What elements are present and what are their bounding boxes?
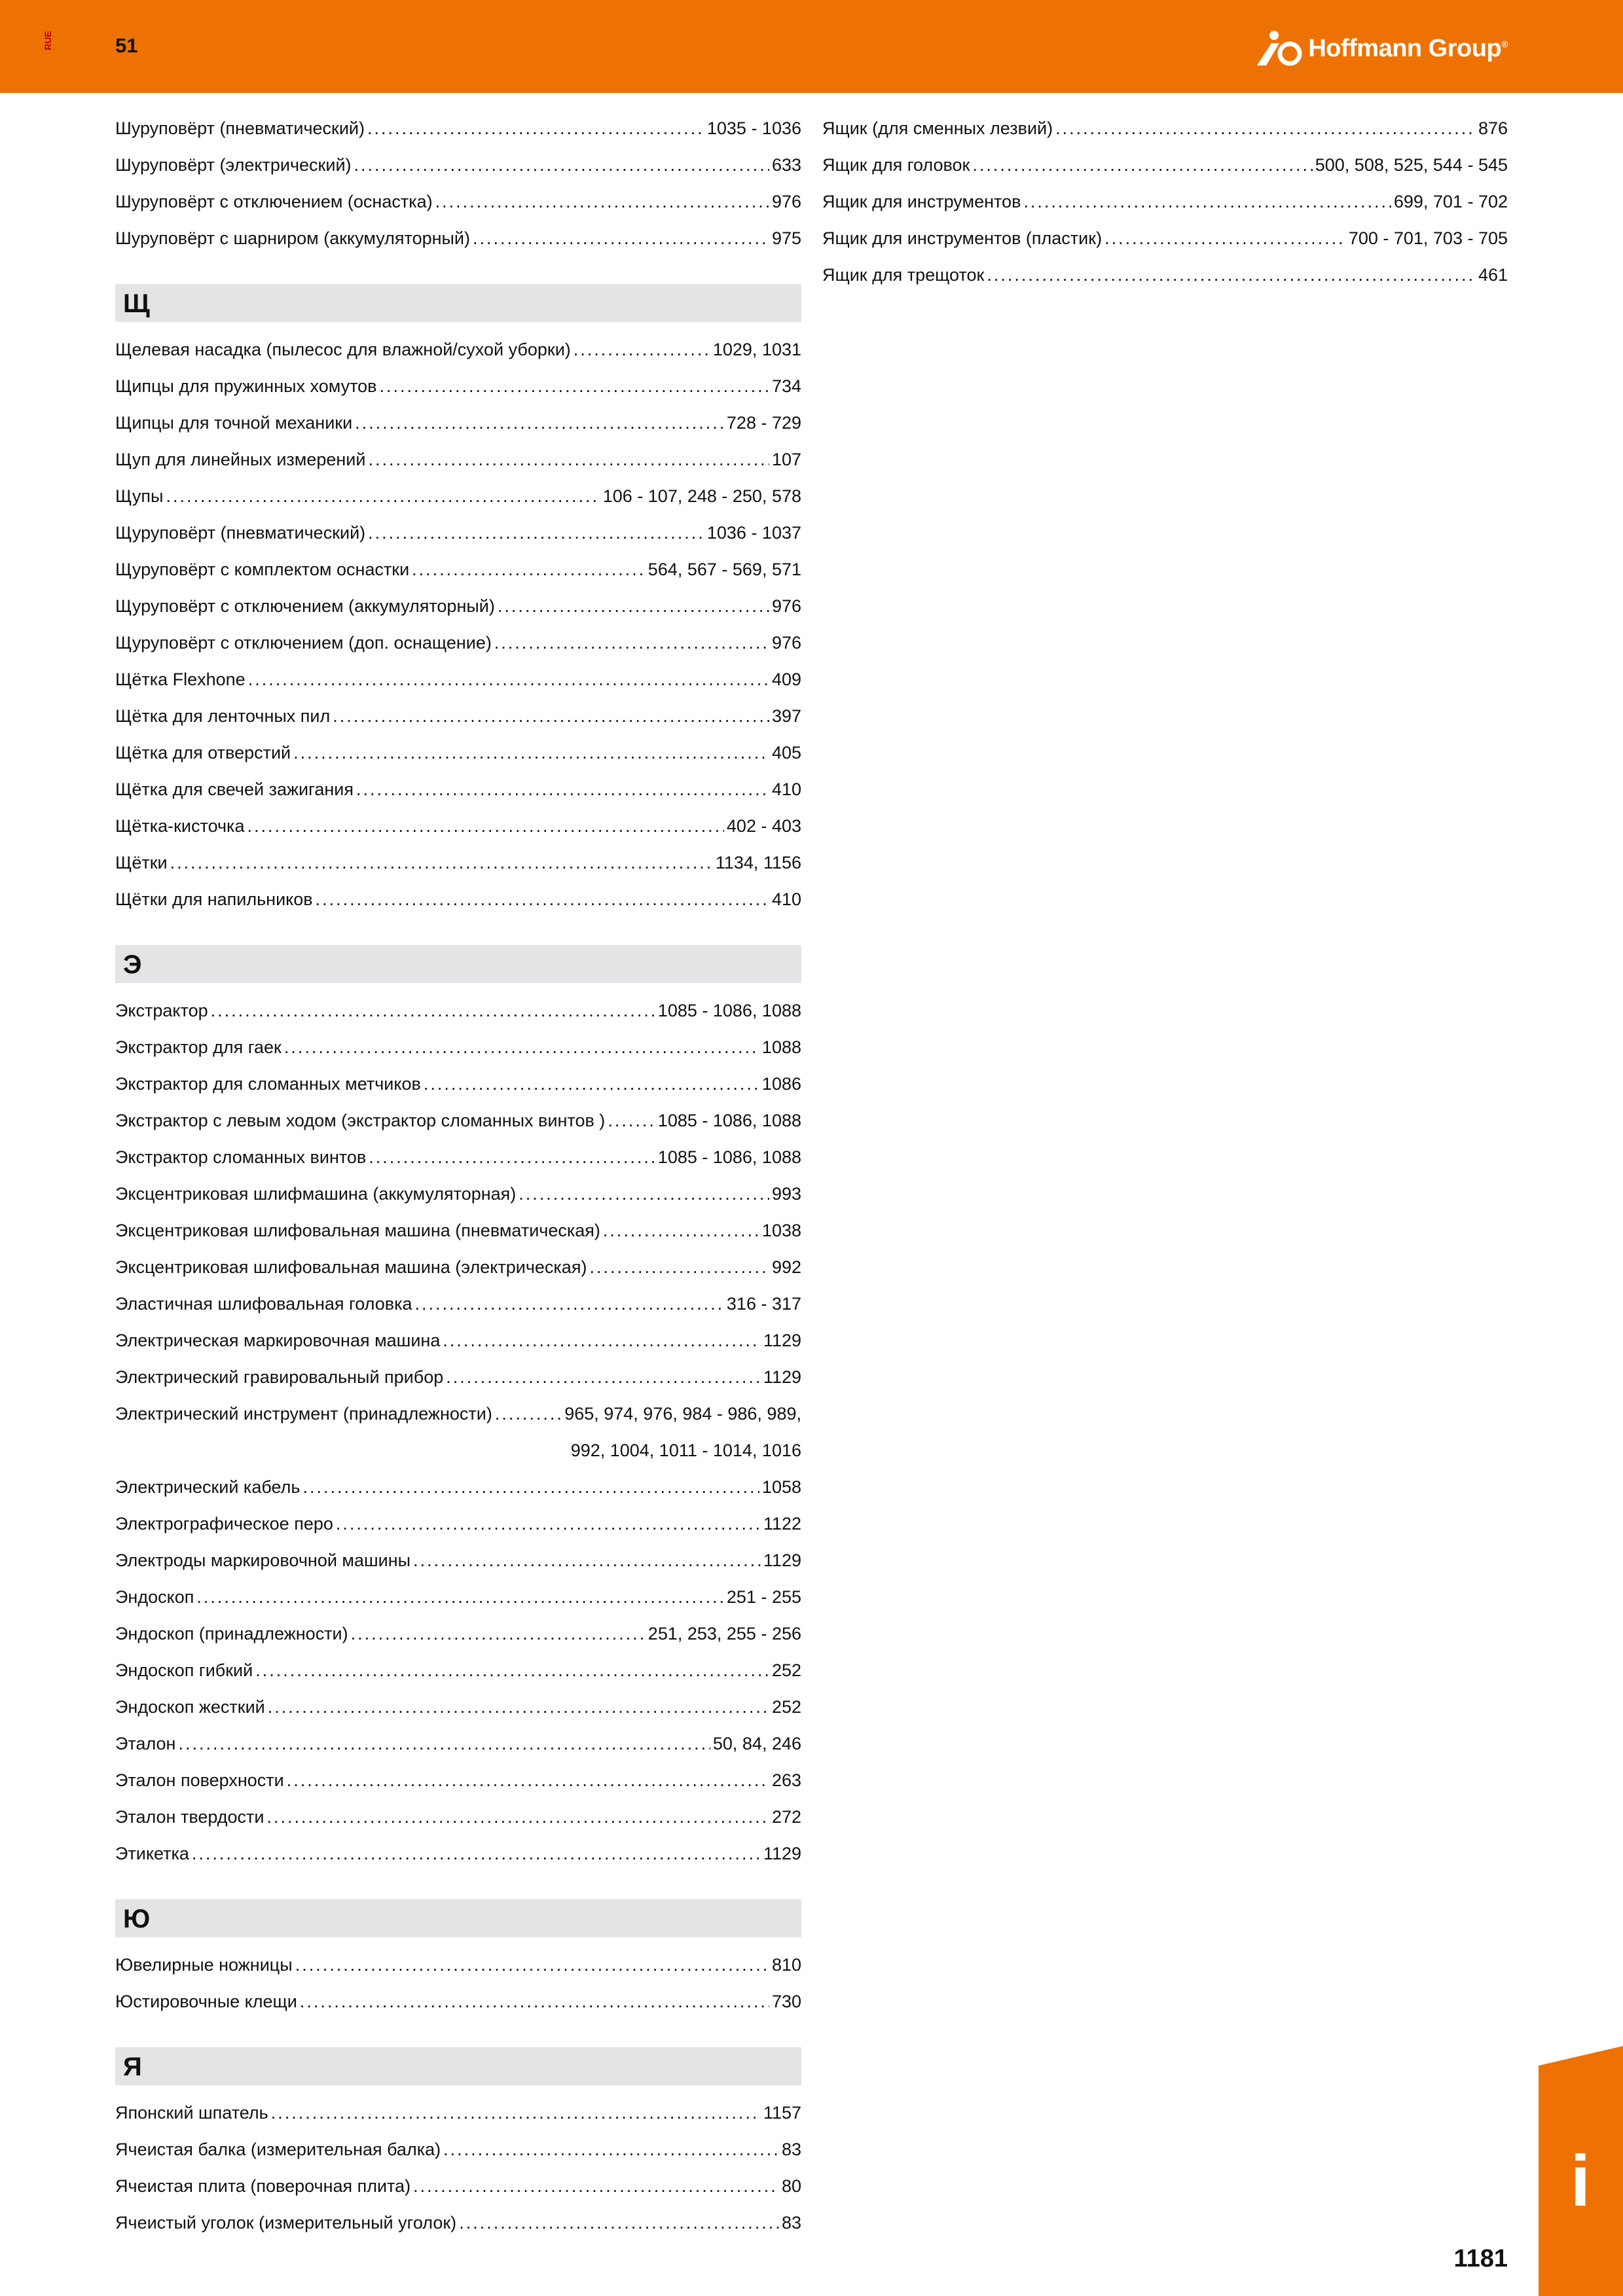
- dot-leader: [211, 992, 655, 1029]
- index-entry: [115, 1029, 801, 1066]
- index-column-right: [822, 110, 1508, 293]
- index-page-refs: 730: [771, 1992, 801, 2011]
- dot-leader: [295, 1946, 769, 1983]
- index-entry: [115, 441, 801, 478]
- index-term: Щуруповёрт (пневматический): [115, 523, 366, 543]
- index-term: Экстрактор сломанных винтов: [115, 1147, 367, 1167]
- dot-leader: [333, 698, 769, 734]
- index-term: Эндоскоп (принадлежности): [115, 1624, 348, 1643]
- index-entry: [115, 110, 801, 147]
- index-term: Щётка-кисточка: [115, 816, 245, 836]
- index-entry: [115, 1835, 801, 1872]
- dot-leader: [603, 1212, 759, 1249]
- index-term: Этикетка: [115, 1844, 189, 1863]
- index-page-refs: 1085 - 1086, 1088: [657, 1001, 801, 1020]
- index-entry: [115, 1505, 801, 1542]
- index-entry: [822, 183, 1508, 220]
- page-number: 1181: [1453, 2245, 1508, 2272]
- index-page-refs: 1085 - 1086, 1088: [657, 1147, 801, 1167]
- index-term: Эталон: [115, 1734, 176, 1753]
- index-entry: [115, 1322, 801, 1359]
- index-term: Ящик для инструментов (пластик): [822, 228, 1103, 248]
- index-entry: [115, 2168, 801, 2204]
- index-entry: [115, 1799, 801, 1835]
- index-page-refs: 965, 974, 976, 984 - 986, 989,: [564, 1404, 801, 1424]
- index-page-refs: 402 - 403: [726, 816, 801, 836]
- index-term: Щётка для отверстий: [115, 743, 291, 762]
- dot-leader: [443, 2131, 779, 2168]
- index-term: Щипцы для точной механики: [115, 413, 353, 433]
- index-page-refs: 975: [771, 228, 801, 248]
- index-term: Щуруповёрт с отключением (доп. оснащение): [115, 633, 492, 653]
- index-entry: [115, 551, 801, 588]
- index-term: Щуруповёрт с комплектом оснастки: [115, 560, 410, 579]
- letter-section-header: Щ: [115, 284, 801, 322]
- index-page-refs: 1129: [763, 1551, 801, 1570]
- index-term: Щупы: [115, 486, 164, 506]
- index-term: Ячеистая плита (поверочная плита): [115, 2176, 411, 2196]
- dot-leader: [354, 147, 769, 183]
- dot-leader: [247, 808, 723, 844]
- dot-leader: [351, 1615, 646, 1652]
- index-page-refs: 699, 701 - 702: [1393, 192, 1508, 211]
- index-page-refs: 1058: [761, 1477, 801, 1497]
- dot-leader: [178, 1725, 710, 1762]
- index-entry: [115, 404, 801, 441]
- dot-leader: [380, 368, 769, 404]
- index-entry: [115, 1249, 801, 1285]
- index-term: Эндоскоп гибкий: [115, 1660, 253, 1680]
- dot-leader: [268, 1689, 769, 1725]
- letter-section-header: Ю: [115, 1899, 801, 1937]
- index-term: Шуруповёрт (электрический): [115, 155, 352, 175]
- index-entry: [115, 368, 801, 404]
- dot-leader: [368, 441, 769, 478]
- index-term: Щипцы для пружинных хомутов: [115, 376, 377, 396]
- index-column-left: [115, 110, 801, 2241]
- index-entry: [115, 771, 801, 808]
- index-term: Экстрактор для гаек: [115, 1037, 282, 1057]
- index-entry: [115, 1579, 801, 1615]
- index-page-refs: 461: [1478, 265, 1508, 285]
- index-term: Японский шпатель: [115, 2103, 268, 2123]
- index-entry: [115, 844, 801, 881]
- index-entry: [115, 183, 801, 220]
- index-term: Экстрактор с левым ходом (экстрактор сломанных винтов ): [115, 1111, 606, 1130]
- index-page-refs: 409: [771, 670, 801, 689]
- index-entry: [115, 331, 801, 368]
- index-entry: [115, 2204, 801, 2241]
- index-page-refs: 80: [781, 2176, 801, 2196]
- index-page-refs: 810: [771, 1955, 801, 1975]
- index-term: Ящик для трещоток: [822, 265, 985, 285]
- index-entry: [115, 661, 801, 698]
- index-term: Эндоскоп жесткий: [115, 1697, 265, 1717]
- index-term: Щётка Flexhone: [115, 670, 246, 689]
- index-term: Щётки для напильников: [115, 889, 313, 909]
- dot-leader: [367, 110, 704, 147]
- index-page-refs: 397: [771, 706, 801, 726]
- index-entry: [115, 808, 801, 844]
- dot-leader: [413, 2168, 779, 2204]
- dot-leader: [459, 2204, 779, 2241]
- dot-leader: [316, 881, 769, 918]
- index-term: Щётка для ленточных пил: [115, 706, 331, 726]
- dot-leader: [287, 1762, 769, 1799]
- index-page-refs: 1036 - 1037: [706, 523, 801, 543]
- dot-leader: [302, 1469, 759, 1505]
- index-page-refs: 252: [771, 1697, 801, 1717]
- index-term: Юстировочные клещи: [115, 1992, 297, 2011]
- index-term: Щуруповёрт с отключением (аккумуляторный): [115, 596, 495, 616]
- index-page-refs: 1157: [763, 2103, 801, 2123]
- index-term: Эластичная шлифовальная головка: [115, 1294, 412, 1314]
- dot-leader: [255, 1652, 769, 1689]
- index-page-refs: 976: [771, 596, 801, 616]
- index-page-refs: 1035 - 1036: [706, 118, 801, 138]
- index-term: Электрический кабель: [115, 1477, 301, 1497]
- index-term: Электрическая маркировочная машина: [115, 1331, 441, 1350]
- index-page-refs: 1134, 1156: [715, 853, 801, 872]
- dot-leader: [1055, 110, 1476, 147]
- index-term: Электроды маркировочной машины: [115, 1551, 411, 1570]
- index-term: Эндоскоп: [115, 1587, 194, 1607]
- index-entry: [115, 147, 801, 183]
- index-term: Щётки: [115, 853, 168, 872]
- index-term: Экстрактор: [115, 1001, 208, 1020]
- index-term: Электрический гравировальный прибор: [115, 1367, 444, 1387]
- dot-leader: [972, 147, 1312, 183]
- index-term: Экстрактор для сломанных метчиков: [115, 1074, 421, 1094]
- index-term: Шуруповёрт с шарниром (аккумуляторный): [115, 228, 470, 248]
- index-page-refs: 272: [771, 1807, 801, 1827]
- section-number: 51: [115, 34, 138, 57]
- dot-leader: [293, 734, 769, 771]
- index-term: Ящик (для сменных лезвий): [822, 118, 1053, 138]
- index-entry: [115, 1542, 801, 1579]
- dot-leader: [987, 257, 1476, 293]
- dot-leader: [1104, 220, 1346, 257]
- index-term: Щётка для свечей зажигания: [115, 780, 354, 799]
- index-entry: [115, 1725, 801, 1762]
- index-entry: [115, 1139, 801, 1175]
- index-entry: [115, 1066, 801, 1102]
- index-page-refs: 50, 84, 246: [712, 1734, 801, 1753]
- dot-leader: [166, 478, 600, 514]
- dot-leader: [589, 1249, 769, 1285]
- index-entry: [115, 1175, 801, 1212]
- dot-leader: [267, 1799, 769, 1835]
- index-entry: [115, 881, 801, 918]
- dot-leader: [248, 661, 769, 698]
- index-entry: [115, 1469, 801, 1505]
- index-entry: [115, 1359, 801, 1395]
- index-entry: [115, 1652, 801, 1689]
- index-term: Ювелирные ножницы: [115, 1955, 293, 1975]
- dot-leader: [413, 1542, 761, 1579]
- index-term: Эксцентриковая шлифовальная машина (электрическая): [115, 1257, 587, 1277]
- index-page-refs: 1038: [761, 1221, 801, 1240]
- index-page-refs: 1129: [763, 1331, 801, 1350]
- dot-leader: [446, 1359, 761, 1395]
- index-page-refs: 728 - 729: [726, 413, 801, 433]
- index-entry: [115, 1689, 801, 1725]
- index-term: Ячеистый уголок (измерительный уголок): [115, 2213, 457, 2233]
- index-entry: [115, 698, 801, 734]
- index-term: Ячеистая балка (измерительная балка): [115, 2140, 441, 2159]
- index-page-refs: 251 - 255: [726, 1587, 801, 1607]
- index-page-refs: 410: [771, 780, 801, 799]
- index-page-refs: 1085 - 1086, 1088: [657, 1111, 801, 1130]
- index-entry: [822, 110, 1508, 147]
- dot-leader: [519, 1175, 769, 1212]
- index-entry: [115, 1285, 801, 1322]
- dot-leader: [473, 220, 769, 257]
- index-page-refs: 700 - 701, 703 - 705: [1348, 228, 1508, 248]
- index-page-refs: 992: [771, 1257, 801, 1277]
- index-page-refs: 106 - 107, 248 - 250, 578: [602, 486, 801, 506]
- index-page-refs-continued: 992, 1004, 1011 - 1014, 1016: [570, 1441, 801, 1460]
- dot-leader: [1023, 183, 1391, 220]
- index-page-refs: 405: [771, 743, 801, 762]
- dot-leader: [368, 514, 704, 551]
- index-term: Ящик для головок: [822, 155, 970, 175]
- dot-leader: [424, 1066, 759, 1102]
- dot-leader: [196, 1579, 724, 1615]
- index-term: Эталон твердости: [115, 1807, 264, 1827]
- hoffmann-logo-icon: [1256, 30, 1305, 67]
- dot-leader: [336, 1505, 761, 1542]
- index-page-refs: 252: [771, 1660, 801, 1680]
- side-tab-info-letter: i: [1570, 2141, 1591, 2221]
- dot-leader: [494, 624, 769, 661]
- dot-leader: [369, 1139, 655, 1175]
- dot-leader: [192, 1835, 761, 1872]
- index-page-refs: 410: [771, 889, 801, 909]
- index-page-refs: 564, 567 - 569, 571: [647, 560, 801, 579]
- index-entry: [115, 1983, 801, 2020]
- brand-logo: [1256, 29, 1508, 68]
- index-entry: [115, 624, 801, 661]
- dot-leader: [170, 844, 713, 881]
- language-code: RUE: [42, 31, 53, 50]
- index-entry: [115, 992, 801, 1029]
- index-term: Щелевая насадка (пылесос для влажной/сухой уборки): [115, 340, 571, 359]
- index-term: Щуп для линейных измерений: [115, 450, 366, 469]
- index-page-refs: 251, 253, 255 - 256: [647, 1624, 801, 1643]
- dot-leader: [415, 1285, 724, 1322]
- index-page-refs: 1122: [763, 1514, 801, 1534]
- index-page-refs: 1129: [763, 1844, 801, 1863]
- index-entry: [115, 734, 801, 771]
- index-term: Электрический инструмент (принадлежности): [115, 1404, 492, 1424]
- index-term: Шуруповёрт (пневматический): [115, 118, 365, 138]
- dot-leader: [356, 771, 769, 808]
- index-page-refs: 976: [771, 192, 801, 211]
- index-entry: [115, 588, 801, 624]
- index-entry: [115, 1395, 801, 1432]
- brand-name: Hoffmann Group®: [1308, 34, 1508, 62]
- index-entry: [115, 478, 801, 514]
- index-page-refs: 976: [771, 633, 801, 653]
- dot-leader: [435, 183, 769, 220]
- index-entry: [822, 220, 1508, 257]
- dot-leader: [498, 588, 769, 624]
- index-entry: [115, 1615, 801, 1652]
- dot-leader: [574, 331, 710, 368]
- index-term: Шуруповёрт с отключением (оснастка): [115, 192, 433, 211]
- index-term: Ящик для инструментов: [822, 192, 1021, 211]
- index-entry: [115, 2131, 801, 2168]
- index-page-refs: 734: [771, 376, 801, 396]
- dot-leader: [412, 551, 646, 588]
- index-entry: [115, 220, 801, 257]
- index-page-refs: 83: [781, 2140, 801, 2159]
- index-term: Эксцентриковая шлифмашина (аккумуляторная): [115, 1184, 517, 1204]
- letter-section-header: Э: [115, 945, 801, 983]
- index-entry: [822, 257, 1508, 293]
- index-page-refs: 107: [771, 450, 801, 469]
- index-entry: [115, 2094, 801, 2131]
- index-entry: [115, 1762, 801, 1799]
- index-page-refs: 633: [771, 155, 801, 175]
- dot-leader: [284, 1029, 759, 1066]
- dot-leader: [608, 1102, 655, 1139]
- index-entry: [115, 514, 801, 551]
- dot-leader: [271, 2094, 761, 2131]
- index-term: Эталон поверхности: [115, 1770, 284, 1790]
- letter-section-header: Я: [115, 2047, 801, 2085]
- dot-leader: [443, 1322, 761, 1359]
- index-page-refs: 876: [1478, 118, 1508, 138]
- dot-leader: [300, 1983, 769, 2020]
- index-entry: [115, 1212, 801, 1249]
- dot-leader: [355, 404, 724, 441]
- index-entry: [115, 1946, 801, 1983]
- index-page-refs: 500, 508, 525, 544 - 545: [1315, 155, 1508, 175]
- index-term: Электрографическое перо: [115, 1514, 333, 1534]
- index-page-refs: 316 - 317: [726, 1294, 801, 1314]
- dot-leader: [495, 1395, 562, 1432]
- index-page-refs: 83: [781, 2213, 801, 2233]
- index-entry: [115, 1102, 801, 1139]
- index-entry: [822, 147, 1508, 183]
- index-page-refs: 263: [771, 1770, 801, 1790]
- index-page-refs: 1088: [761, 1037, 801, 1057]
- index-term: Эксцентриковая шлифовальная машина (пневматическая): [115, 1221, 600, 1240]
- page-header: [0, 0, 1623, 93]
- index-page-refs: 1086: [761, 1074, 801, 1094]
- index-page-refs: 993: [771, 1184, 801, 1204]
- index-page-refs: 1129: [763, 1367, 801, 1387]
- index-page-refs: 1029, 1031: [712, 340, 801, 359]
